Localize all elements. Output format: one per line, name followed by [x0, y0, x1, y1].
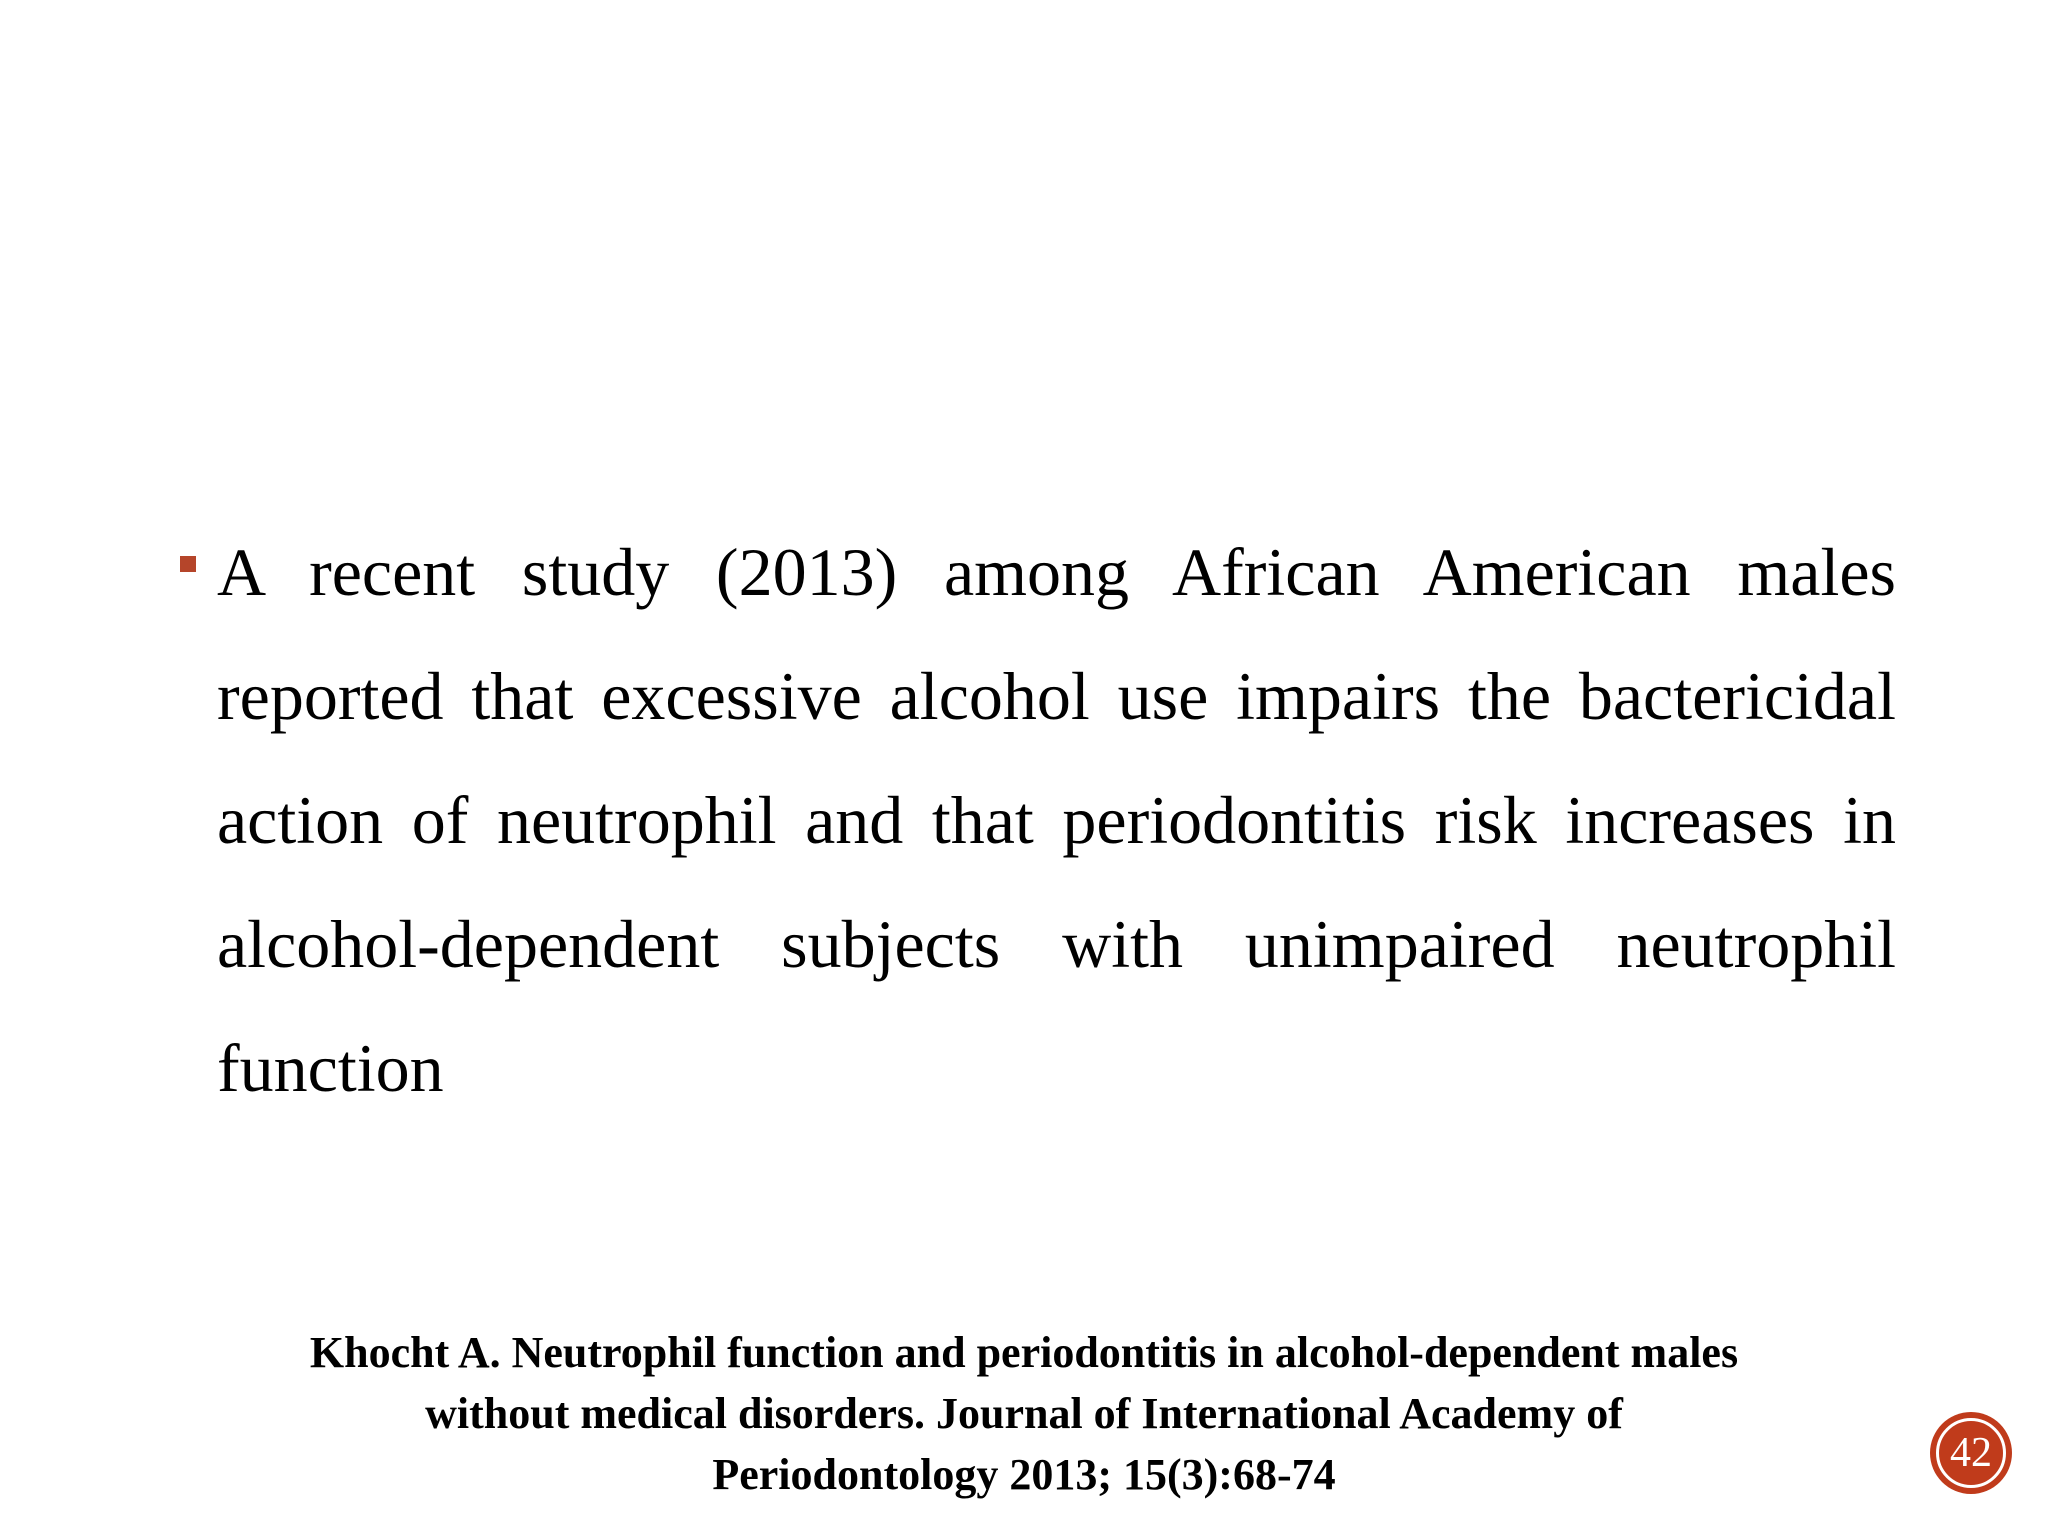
reference-line-1: Khocht A. Neutrophil function and periodontitis in alcohol-dependent males: [309, 1328, 1739, 1377]
square-bullet-icon: [180, 556, 196, 572]
reference-line-3: Periodontology 2013; 15(3):68-74: [712, 1450, 1336, 1499]
reference-citation: [150, 1322, 1898, 1505]
bullet-text: A recent study (2013) among African American males reported that excessive alcohol use impairs the bactericidal action of neutrophil and that periodontitis risk increases in alcohol-dependent subjects with unimpaired neutrophil function: [217, 534, 1896, 1106]
page-number-badge: [1930, 1412, 2012, 1494]
bullet-item: [180, 510, 1896, 1130]
page-number: 42: [1950, 1430, 1992, 1476]
reference-line-2: without medical disorders. Journal of International Academy of: [425, 1389, 1623, 1438]
